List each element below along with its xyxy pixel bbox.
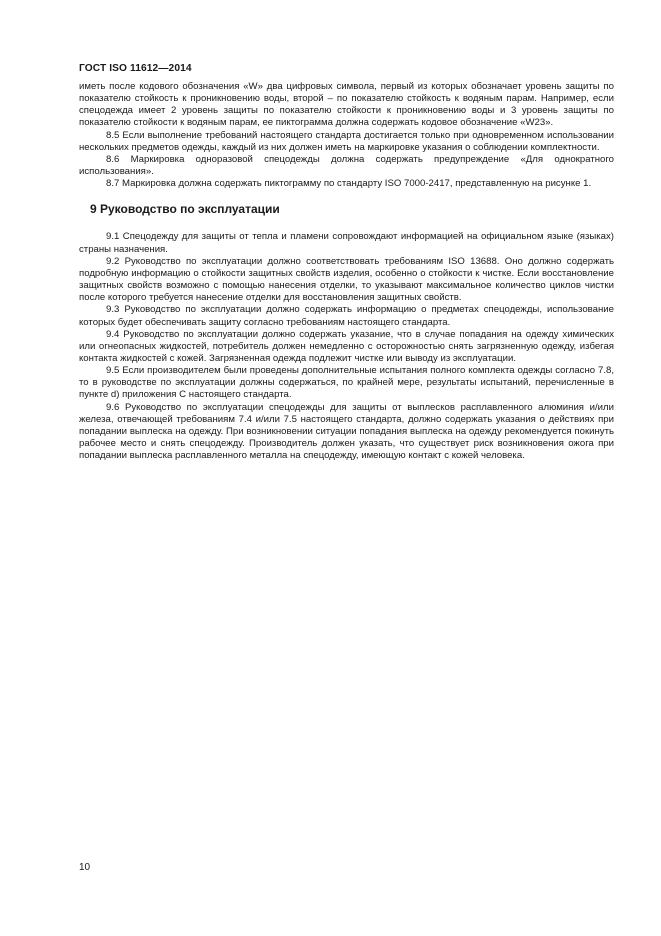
paragraph-8-7: 8.7 Маркировка должна содержать пиктограмму по стандарту ISO 7000-2417, представленную на рисунке 1.: [106, 178, 592, 190]
document-body: [79, 81, 614, 462]
section-heading-9: 9 Руководство по эксплуатации: [90, 202, 280, 217]
paragraph-9-5: 9.5 Если производителем были проведены дополнительные испытания полного комплекта одежды согласно 7.8, то в руководстве по эксплуатации должны содержаться, по крайней мере, результаты испытаний, перечисленные в пункте d) приложения С настоящего стандарта.: [79, 365, 614, 401]
paragraph-8-6: 8.6 Маркировка одноразовой спецодежды должна содержать предупреждение «Для однократного использования».: [79, 153, 614, 178]
paragraph-9-3: 9.3 Руководство по эксплуатации должно содержать информацию о предметах спецодежды, использование которых будет обеспечивать защиту согласно требованиям настоящего стандарта.: [79, 304, 614, 328]
paragraph-8-5: 8.5 Если выполнение требований настоящего стандарта достигается только при одновременном использовании нескольких предметов одежды, каждый из них должен иметь на маркировке указания о соблюдении комплектности.: [79, 129, 614, 153]
paragraph-8-4-continued: иметь после кодового обозначения «W» два цифровых символа, первый из которых обозначает уровень защиты по показателю стойкость к проникновению воды, второй – по показателю стойкость к водяным парам. Например, если спецодежда имеет 2 уровень защиты по показателю стойкости к проникновению воды и 3 уровень защиты по показателю стойкости к водяным парам, ее пиктограмма должна содержать кодовое обозначение «W23».: [79, 81, 614, 129]
paragraph-9-6: 9.6 Руководство по эксплуатации спецодежды для защиты от выплесков расплавленного алюминия и/или железа, отвечающей требованиям 7.4 и/или 7.5 настоящего стандарта, должно содержать указания о действиях при попадании выплеска на одежду. При возникновении ситуации попадания выплеска на одежду рекомендуется покинуть рабочее место и снять спецодежду. Производитель должен указать, что существует риск возникновения ожога при попадании выплеска расплавленного металла на спецодежду, имеющую контакт с кожей человека.: [79, 401, 614, 462]
paragraph-9-4: 9.4 Руководство по эксплуатации должно содержать указание, что в случае попадания на одежду химических или огнеопасных жидкостей, потребитель должен немедленно с осторожностью снять загрязненную одежду, избегая контакта жидкостей с кожей. Загрязненная одежда подлежит чистке или выводу из эксплуатации.: [79, 328, 614, 364]
page-header-standard-code: ГОСТ ISO 11612—2014: [79, 63, 192, 74]
paragraph-9-2: 9.2 Руководство по эксплуатации должно соответствовать требованиям ISO 13688. Оно должно содержать подробную информацию о стойкости защитных свойств изделия, особенно о стойкости к чистке. Если восстановление защитных свойств возможно с помощью нанесения отделки, то указывают максимальное количество циклов чистки после которого требуется нанесение отделки для восстановления защитных свойств.: [79, 255, 614, 304]
page-number: 10: [79, 862, 91, 873]
paragraph-9-1: 9.1 Спецодежду для защиты от тепла и пламени сопровождают информацией на официальном языке (языках) страны назначения.: [79, 231, 614, 255]
